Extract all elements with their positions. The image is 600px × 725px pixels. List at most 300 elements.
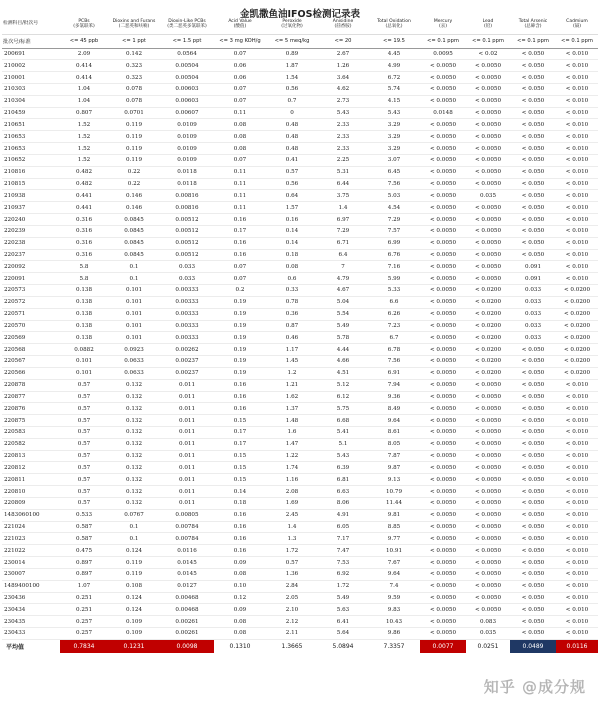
table-cell: 0.0701 (108, 107, 160, 119)
table-cell: 5.8 (60, 273, 108, 285)
table-cell: 0.078 (108, 95, 160, 107)
table-cell: 0.16 (214, 403, 266, 415)
table-row (2, 533, 598, 545)
table-cell: < 0.0050 (420, 427, 466, 439)
column-header-sub: (过氧化物) (281, 23, 303, 29)
table-cell: < 0.010 (556, 604, 598, 616)
table-cell: 0.033 (510, 332, 556, 344)
table-cell: 0.132 (108, 438, 160, 450)
table-cell: < 0.010 (556, 237, 598, 249)
table-cell: < 0.010 (556, 474, 598, 486)
table-cell: 0.257 (60, 616, 108, 628)
table-cell: 6.05 (318, 521, 368, 533)
table-cell: 0.101 (60, 367, 108, 379)
table-cell: 0.00468 (160, 592, 214, 604)
table-cell: < 0.050 (510, 72, 556, 84)
table-cell: < 0.050 (510, 616, 556, 628)
table-cell: 0.12 (214, 592, 266, 604)
table-cell: < 0.0050 (420, 580, 466, 592)
table-row (2, 545, 598, 557)
table-cell: 0.101 (108, 320, 160, 332)
table-cell: 0.257 (60, 628, 108, 640)
column-header-sub: (汞) (438, 23, 447, 29)
table-cell: 5.63 (318, 604, 368, 616)
column-header-name: Peroxide (282, 18, 302, 24)
table-cell: 0.19 (214, 296, 266, 308)
table-cell: 0.0095 (420, 48, 466, 60)
table-cell: < 0.050 (510, 438, 556, 450)
batch-number-cell: 220583 (2, 427, 60, 439)
table-cell: < 0.0050 (466, 604, 510, 616)
table-cell: 6.45 (368, 166, 420, 178)
table-cell: 0.57 (60, 403, 108, 415)
table-cell: 9.64 (368, 568, 420, 580)
table-cell: 0.57 (60, 379, 108, 391)
table-cell: 0.138 (60, 320, 108, 332)
column-header-name: Acid Value (228, 18, 252, 24)
table-cell: 0.011 (160, 415, 214, 427)
table-cell: < 0.0050 (420, 545, 466, 557)
table-cell: 7.29 (318, 225, 368, 237)
table-cell: < 0.0050 (420, 332, 466, 344)
table-cell: 0.46 (266, 332, 318, 344)
table-cell: 1.52 (60, 131, 108, 143)
table-cell: 0.22 (108, 166, 160, 178)
table-row (2, 344, 598, 356)
table-cell: 2.84 (266, 580, 318, 592)
table-cell: 0.19 (214, 320, 266, 332)
table-cell: < 0.0200 (466, 296, 510, 308)
average-cell: 0.0116 (556, 639, 598, 653)
table-cell: 0.101 (108, 308, 160, 320)
table-cell: < 0.0050 (420, 415, 466, 427)
table-cell: < 0.0200 (556, 320, 598, 332)
table-row (2, 296, 598, 308)
batch-number-cell: 210937 (2, 202, 60, 214)
table-cell: 0.11 (214, 107, 266, 119)
table-cell: < 0.050 (510, 415, 556, 427)
table-cell: < 0.050 (510, 497, 556, 509)
table-cell: 0.414 (60, 72, 108, 84)
table-row (2, 261, 598, 273)
table-cell: 0.07 (214, 273, 266, 285)
table-cell: 0.587 (60, 521, 108, 533)
table-cell: 0.316 (60, 237, 108, 249)
table-cell: < 0.010 (556, 486, 598, 498)
table-cell: 0.36 (266, 308, 318, 320)
table-cell: 0.033 (160, 273, 214, 285)
table-cell: 8.06 (318, 497, 368, 509)
table-cell: 0.0633 (108, 356, 160, 368)
table-cell: < 0.050 (510, 462, 556, 474)
table-cell: < 0.050 (510, 154, 556, 166)
table-cell: 0.1 (108, 533, 160, 545)
batch-number-cell: 230436 (2, 592, 60, 604)
table-cell: < 0.0050 (420, 237, 466, 249)
table-cell: 0.17 (214, 427, 266, 439)
table-cell: < 0.050 (510, 521, 556, 533)
table-row (2, 628, 598, 640)
table-cell: 0.011 (160, 391, 214, 403)
average-cell: 7.3357 (368, 639, 420, 653)
table-cell: 0.08 (266, 261, 318, 273)
batch-number-cell: 220567 (2, 356, 60, 368)
table-cell: 0.00237 (160, 356, 214, 368)
batch-number-cell: 221022 (2, 545, 60, 557)
table-cell: 0.132 (108, 391, 160, 403)
table-cell: 2.73 (318, 95, 368, 107)
table-cell: 0.897 (60, 557, 108, 569)
table-cell: 0.132 (108, 379, 160, 391)
table-cell: < 0.0050 (466, 427, 510, 439)
average-cell: 0.0251 (466, 639, 510, 653)
table-cell: 0.0116 (160, 545, 214, 557)
table-cell: < 0.0050 (466, 403, 510, 415)
table-cell: 0.00261 (160, 628, 214, 640)
page-title: 金凯撒鱼油IFOS检测记录表 (240, 9, 360, 20)
table-cell: < 0.050 (510, 356, 556, 368)
table-cell: 8.61 (368, 427, 420, 439)
table-cell: < 0.050 (510, 214, 556, 226)
table-cell: < 0.0050 (420, 72, 466, 84)
table-cell: < 0.050 (510, 202, 556, 214)
table-cell: 0.57 (60, 497, 108, 509)
table-cell: 5.49 (318, 592, 368, 604)
table-cell: 0.19 (214, 344, 266, 356)
table-cell: 0.00504 (160, 72, 214, 84)
table-cell: 0.00805 (160, 509, 214, 521)
table-cell: < 0.050 (510, 83, 556, 95)
table-cell: 0.316 (60, 225, 108, 237)
table-cell: 0.035 (466, 628, 510, 640)
table-row (2, 143, 598, 155)
table-cell: < 0.0050 (466, 415, 510, 427)
table-cell: 1.62 (266, 391, 318, 403)
table-cell: 10.79 (368, 486, 420, 498)
column-header-sub: (铅) (483, 23, 492, 29)
table-cell: 6.68 (318, 415, 368, 427)
table-cell: 0.16 (266, 214, 318, 226)
table-cell: 7.16 (368, 261, 420, 273)
column-header (108, 14, 160, 34)
table-cell: < 0.0050 (420, 119, 466, 131)
table-cell: 0.16 (214, 391, 266, 403)
table-cell: 0.109 (108, 616, 160, 628)
table-cell: 0.0845 (108, 225, 160, 237)
table-cell: < 0.0050 (466, 379, 510, 391)
table-cell: < 0.0050 (420, 533, 466, 545)
batch-number-cell: 220573 (2, 285, 60, 297)
table-row (2, 568, 598, 580)
table-row (2, 415, 598, 427)
table-cell: < 0.0050 (420, 249, 466, 261)
table-cell: < 0.050 (510, 391, 556, 403)
table-cell: 0.807 (60, 107, 108, 119)
table-cell: 0.109 (108, 628, 160, 640)
table-cell: < 0.0050 (420, 557, 466, 569)
table-cell: 0.14 (266, 225, 318, 237)
table-cell: < 0.010 (556, 391, 598, 403)
table-cell: 6.44 (318, 178, 368, 190)
table-cell: 6.41 (318, 616, 368, 628)
column-header-name: Dioxin-Like PCBs (168, 18, 206, 24)
table-cell: 9.36 (368, 391, 420, 403)
table-cell: < 0.010 (556, 403, 598, 415)
table-cell: < 0.010 (556, 72, 598, 84)
table-cell: < 0.0050 (420, 296, 466, 308)
table-cell: 0.035 (466, 190, 510, 202)
table-cell: 0.132 (108, 462, 160, 474)
table-cell: 3.64 (318, 72, 368, 84)
table-row (2, 273, 598, 285)
table-cell: 0.251 (60, 604, 108, 616)
batch-number-cell: 230434 (2, 604, 60, 616)
table-cell: 0.00784 (160, 521, 214, 533)
table-cell: 0.57 (266, 166, 318, 178)
table-cell: 0.7 (266, 95, 318, 107)
column-header-sub: (镉) (572, 23, 581, 29)
column-header-name: PCBs (78, 18, 90, 24)
table-cell: 0.57 (60, 474, 108, 486)
batch-number-cell: 210001 (2, 72, 60, 84)
table-cell: 0.0145 (160, 557, 214, 569)
table-cell: < 0.010 (556, 628, 598, 640)
table-cell: < 0.0200 (466, 367, 510, 379)
table-cell: < 0.0050 (420, 391, 466, 403)
table-cell: 0.22 (108, 178, 160, 190)
table-cell: 0.16 (214, 521, 266, 533)
table-cell: < 0.010 (556, 379, 598, 391)
table-cell: < 0.0050 (420, 509, 466, 521)
table-cell: 0.17 (214, 438, 266, 450)
table-cell: < 0.050 (510, 568, 556, 580)
table-cell: < 0.0050 (466, 497, 510, 509)
table-cell: 0.0767 (108, 509, 160, 521)
table-cell: 2.45 (266, 509, 318, 521)
table-cell: 3.29 (368, 143, 420, 155)
table-cell: 0.011 (160, 497, 214, 509)
table-cell: 0.482 (60, 166, 108, 178)
standards-row (2, 34, 598, 48)
table-cell: 5.64 (318, 628, 368, 640)
table-cell: < 0.050 (510, 178, 556, 190)
table-cell: 0.00333 (160, 332, 214, 344)
table-cell: 0.08 (214, 616, 266, 628)
table-cell: 3.29 (368, 119, 420, 131)
batch-number-cell: 1489400100 (2, 580, 60, 592)
table-cell: 2.67 (318, 48, 368, 60)
table-cell: < 0.0050 (420, 214, 466, 226)
average-cell: 0.0489 (510, 639, 556, 653)
batch-number-cell: 221024 (2, 521, 60, 533)
table-cell: < 0.0050 (420, 166, 466, 178)
table-row (2, 438, 598, 450)
table-cell: < 0.0050 (420, 356, 466, 368)
average-label: 平均值 (2, 639, 60, 653)
table-cell: < 0.0050 (420, 320, 466, 332)
table-cell: 0.00262 (160, 344, 214, 356)
batch-number-cell: 1483060100 (2, 509, 60, 521)
table-cell: < 0.0050 (420, 261, 466, 273)
table-cell: 0.033 (510, 296, 556, 308)
table-row (2, 202, 598, 214)
average-cell: 1.3665 (266, 639, 318, 653)
table-cell: 6.39 (318, 462, 368, 474)
table-cell: 0.48 (266, 131, 318, 143)
table-cell: 5.1 (318, 438, 368, 450)
table-cell: < 0.0050 (420, 616, 466, 628)
header-row (2, 14, 598, 34)
table-cell: 2.10 (266, 604, 318, 616)
table-cell: 0.0109 (160, 131, 214, 143)
table-cell: 0.011 (160, 427, 214, 439)
batch-number-cell: 220876 (2, 403, 60, 415)
standard-cell: <= 0.1 ppm (420, 34, 466, 48)
table-cell: < 0.0050 (466, 166, 510, 178)
table-cell: 5.03 (368, 190, 420, 202)
table-cell: 0.078 (108, 83, 160, 95)
table-row (2, 83, 598, 95)
table-cell: < 0.050 (510, 190, 556, 202)
table-cell: 5.33 (368, 285, 420, 297)
table-cell: < 0.0200 (466, 285, 510, 297)
batch-number-cell: 221023 (2, 533, 60, 545)
table-cell: < 0.0050 (466, 592, 510, 604)
table-cell: < 0.050 (510, 509, 556, 521)
table-cell: 0 (266, 107, 318, 119)
table-cell: < 0.010 (556, 462, 598, 474)
table-row (2, 521, 598, 533)
table-cell: 0.00512 (160, 237, 214, 249)
standard-cell: <= 19.5 (368, 34, 420, 48)
table-cell: 1.87 (266, 60, 318, 72)
column-header (266, 14, 318, 34)
table-row (2, 320, 598, 332)
table-cell: < 0.010 (556, 202, 598, 214)
column-header-name: Total Arsenic (518, 18, 548, 24)
table-cell: < 0.0050 (420, 308, 466, 320)
table-cell: 1.07 (60, 580, 108, 592)
table-cell: 0.316 (60, 249, 108, 261)
table-cell: 0.15 (214, 474, 266, 486)
table-cell: 0.16 (214, 533, 266, 545)
table-body (2, 48, 598, 639)
table-cell: 1.2 (266, 367, 318, 379)
table-cell: 0.132 (108, 403, 160, 415)
batch-number-cell: 210459 (2, 107, 60, 119)
batch-number-cell: 220813 (2, 450, 60, 462)
table-cell: 1.4 (318, 202, 368, 214)
table-cell: 0.0127 (160, 580, 214, 592)
column-header (60, 14, 108, 34)
table-cell: 2.25 (318, 154, 368, 166)
table-cell: < 0.050 (510, 95, 556, 107)
table-cell: 0.00816 (160, 190, 214, 202)
table-cell: 0.17 (214, 225, 266, 237)
batch-number-cell: 220238 (2, 237, 60, 249)
table-cell: < 0.0200 (556, 367, 598, 379)
table-row (2, 379, 598, 391)
table-cell: < 0.0050 (420, 285, 466, 297)
table-cell: < 0.010 (556, 95, 598, 107)
table-cell: 0.132 (108, 497, 160, 509)
column-header-name: Total Oxidation (377, 18, 411, 24)
table-row (2, 249, 598, 261)
table-cell: 0.57 (60, 462, 108, 474)
batch-number-cell: 220568 (2, 344, 60, 356)
table-cell: 0.09 (214, 604, 266, 616)
table-cell: < 0.050 (510, 379, 556, 391)
table-cell: < 0.0050 (466, 154, 510, 166)
table-cell: < 0.0050 (420, 344, 466, 356)
table-cell: 0.033 (510, 320, 556, 332)
average-cell: 0.7834 (60, 639, 108, 653)
table-cell: 5.78 (318, 332, 368, 344)
table-cell: < 0.0050 (466, 119, 510, 131)
table-cell: 1.54 (266, 72, 318, 84)
table-cell: < 0.050 (510, 545, 556, 557)
batch-number-cell: 220570 (2, 320, 60, 332)
table-cell: 8.49 (368, 403, 420, 415)
table-cell: 0.414 (60, 60, 108, 72)
table-cell: 5.99 (368, 273, 420, 285)
batch-number-cell: 210651 (2, 119, 60, 131)
table-cell: 0.00512 (160, 214, 214, 226)
table-cell: 5.8 (60, 261, 108, 273)
table-cell: < 0.0200 (556, 285, 598, 297)
table-cell: < 0.0050 (420, 604, 466, 616)
table-cell: 0.0633 (108, 367, 160, 379)
table-cell: < 0.0050 (466, 521, 510, 533)
table-cell: < 0.0050 (466, 107, 510, 119)
table-cell: 4.99 (368, 60, 420, 72)
table-cell: 0.119 (108, 131, 160, 143)
batch-number-cell: 210653 (2, 143, 60, 155)
table-cell: 6.71 (318, 237, 368, 249)
batch-number-cell: 220572 (2, 296, 60, 308)
table-cell: < 0.0050 (466, 214, 510, 226)
table-cell: < 0.0050 (420, 474, 466, 486)
table-cell: 0.48 (266, 143, 318, 155)
table-cell: 0.441 (60, 190, 108, 202)
table-cell: < 0.0050 (466, 273, 510, 285)
table-row (2, 403, 598, 415)
table-cell: 0.15 (214, 462, 266, 474)
table-cell: < 0.0200 (466, 320, 510, 332)
batch-number-cell: 220812 (2, 462, 60, 474)
table-cell: 0.87 (266, 320, 318, 332)
table-cell: 0.138 (60, 332, 108, 344)
table-cell: < 0.010 (556, 592, 598, 604)
table-row (2, 580, 598, 592)
table-cell: 7.67 (368, 557, 420, 569)
table-row (2, 497, 598, 509)
table-cell: 3.75 (318, 190, 368, 202)
ifos-table (2, 14, 598, 653)
table-cell: 0.033 (510, 285, 556, 297)
table-cell: 1.3 (266, 533, 318, 545)
table-cell: 0.0923 (108, 344, 160, 356)
table-cell: 0.011 (160, 486, 214, 498)
table-cell: 0.07 (214, 261, 266, 273)
table-cell: < 0.010 (556, 497, 598, 509)
table-cell: 7.23 (368, 320, 420, 332)
table-cell: 4.91 (318, 509, 368, 521)
table-cell: < 0.010 (556, 616, 598, 628)
table-cell: 0.57 (60, 438, 108, 450)
table-cell: 0.00603 (160, 83, 214, 95)
table-cell: 0.0882 (60, 344, 108, 356)
